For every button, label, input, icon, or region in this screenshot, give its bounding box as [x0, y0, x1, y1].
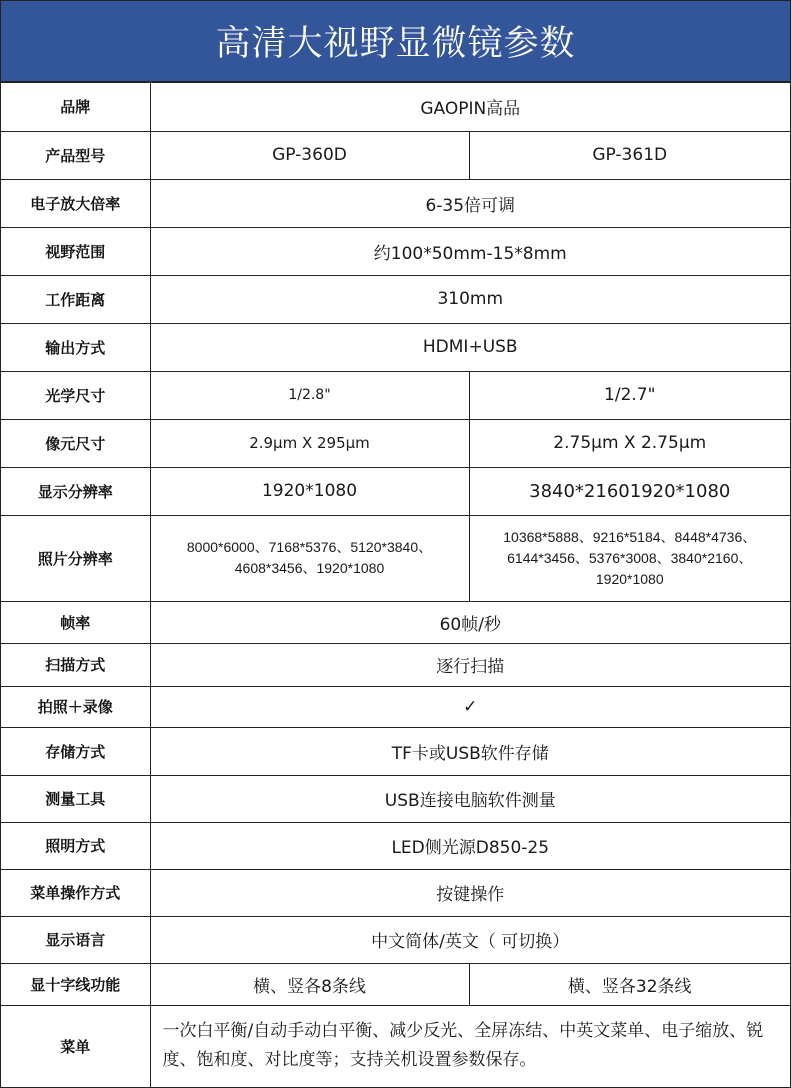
row-value-gp360d: GP-360D: [150, 131, 469, 179]
table-row: [1, 467, 790, 515]
row-label: 菜单: [1, 1005, 150, 1087]
row-value-gp361d: 横、竖各32条线: [469, 963, 790, 1005]
table-row: [1, 601, 790, 643]
row-label: 显示分辨率: [1, 467, 150, 515]
row-label: 照明方式: [1, 822, 150, 869]
row-value: GAOPIN高品: [150, 83, 790, 131]
row-label: 拍照＋录像: [1, 686, 150, 727]
table-row: [1, 963, 790, 1005]
row-label: 视野范围: [1, 227, 150, 275]
row-label: 电子放大倍率: [1, 179, 150, 227]
row-value: 310mm: [150, 275, 790, 323]
row-value: HDMI+USB: [150, 323, 790, 371]
table-row: [1, 727, 790, 775]
row-value-gp361d: 2.75μm X 2.75μm: [469, 419, 790, 467]
table-row: [1, 822, 790, 869]
table-row: [1, 775, 790, 822]
table-row: [1, 1005, 790, 1087]
row-label: 菜单操作方式: [1, 869, 150, 916]
row-label: 显示语言: [1, 916, 150, 963]
table-row: [1, 643, 790, 686]
row-label: 品牌: [1, 83, 150, 131]
checkmark-icon: ✓: [150, 686, 790, 727]
row-value-gp360d: 横、竖各8条线: [150, 963, 469, 1005]
page-title: 高清大视野显微镜参数: [1, 1, 790, 83]
row-value-gp360d: 2.9μm X 295μm: [150, 419, 469, 467]
table-row: [1, 371, 790, 419]
row-label: 光学尺寸: [1, 371, 150, 419]
row-value: TF卡或USB软件存储: [150, 727, 790, 775]
row-label: 产品型号: [1, 131, 150, 179]
row-value: 中文简体/英文（ 可切换）: [150, 916, 790, 963]
row-value: USB连接电脑软件测量: [150, 775, 790, 822]
row-label: 测量工具: [1, 775, 150, 822]
row-value-gp360d: 1/2.8": [150, 371, 469, 419]
row-label: 扫描方式: [1, 643, 150, 686]
row-label: 工作距离: [1, 275, 150, 323]
row-value: 约100*50mm-15*8mm: [150, 227, 790, 275]
row-value-gp360d: 1920*1080: [150, 467, 469, 515]
table-row: [1, 275, 790, 323]
row-value: 6-35倍可调: [150, 179, 790, 227]
table-row: [1, 131, 790, 179]
table-row: [1, 869, 790, 916]
table-row: [1, 515, 790, 601]
row-label: 帧率: [1, 601, 150, 643]
row-label: 像元尺寸: [1, 419, 150, 467]
table-row: [1, 916, 790, 963]
row-value-gp360d: 8000*6000、7168*5376、5120*3840、4608*3456、1920*1080: [150, 515, 469, 601]
row-value-gp361d: 3840*21601920*1080: [469, 467, 790, 515]
row-value: 一次白平衡/自动手动白平衡、减少反光、全屏冻结、中英文菜单、电子缩放、锐度、饱和度、对比度等；支持关机设置参数保存。: [150, 1005, 790, 1087]
row-label: 照片分辨率: [1, 515, 150, 601]
table-row: [1, 179, 790, 227]
row-value: LED侧光源D850-25: [150, 822, 790, 869]
table-row: [1, 83, 790, 131]
table-row: [1, 686, 790, 727]
spec-table: [1, 83, 790, 1087]
row-value: 按键操作: [150, 869, 790, 916]
table-row: [1, 419, 790, 467]
row-label: 存储方式: [1, 727, 150, 775]
table-row: [1, 227, 790, 275]
row-value: 60帧/秒: [150, 601, 790, 643]
row-value-gp361d: GP-361D: [469, 131, 790, 179]
row-value-gp361d: 10368*5888、9216*5184、8448*4736、6144*3456、5376*3008、3840*2160、1920*1080: [469, 515, 790, 601]
row-value: 逐行扫描: [150, 643, 790, 686]
row-label: 显十字线功能: [1, 963, 150, 1005]
row-label: 输出方式: [1, 323, 150, 371]
row-value-gp361d: 1/2.7": [469, 371, 790, 419]
table-row: [1, 323, 790, 371]
